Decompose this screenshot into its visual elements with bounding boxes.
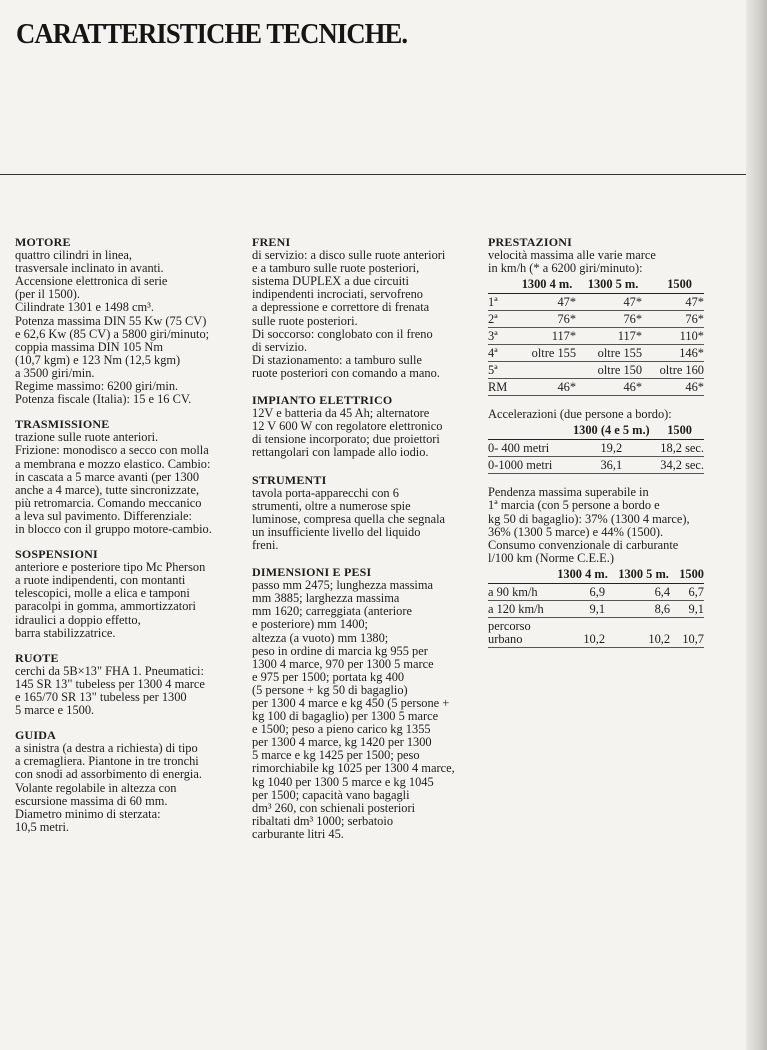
text-line: freni.	[252, 537, 279, 552]
text-line: telescopici, molle a elica e tamponi	[15, 586, 190, 601]
section-heading: STRUMENTI	[252, 472, 327, 487]
text-line: e 62,6 Kw (85 CV) a 5800 giri/minuto;	[15, 326, 210, 341]
table-header: 1300 4 m.	[514, 275, 580, 294]
table-cell: 146*	[646, 345, 704, 362]
text-line: per 1300 4 marce, kg 1420 per 1300	[252, 735, 432, 750]
text-line: rimorchiabile kg 1025 per 1300 4 marce,	[252, 761, 455, 776]
table-cell: 1ª	[488, 294, 514, 311]
table-header: 1300 (4 e 5 m.)	[568, 421, 655, 440]
text-line: Di stazionamento: a tamburo sulle	[252, 352, 422, 367]
table-row	[488, 345, 704, 362]
table-cell: 19,2	[568, 440, 655, 457]
table-row	[488, 440, 704, 457]
text-line: kg 100 di bagaglio) per 1300 5 marce	[252, 709, 439, 724]
section-heading: GUIDA	[15, 728, 57, 743]
section-guida	[15, 729, 240, 834]
text-line: Pendenza massima superabile in	[488, 485, 649, 500]
table-cell: 117*	[580, 328, 646, 345]
text-line: Potenza fiscale (Italia): 15 e 16 CV.	[15, 392, 192, 407]
section-strumenti	[252, 474, 470, 553]
table-cell: 46*	[580, 379, 646, 396]
section-heading: SOSPENSIONI	[15, 547, 98, 562]
text-line: paracolpi in gomma, ammortizzatori	[15, 599, 196, 614]
text-line: 1300 4 marce, 970 per 1300 5 marce	[252, 656, 434, 671]
text-line: a depressione e correttore di frenata	[252, 300, 430, 315]
table-cell: oltre 155	[514, 345, 580, 362]
table-row	[488, 362, 704, 379]
accelerazioni-caption: Accelerazioni (due persone a bordo):	[488, 407, 672, 422]
text-line: dm³ 260, con schienali posteriori	[252, 800, 416, 815]
table-row	[488, 311, 704, 328]
text-line: trazione sulle ruote anteriori.	[15, 430, 159, 445]
table-cell: 76*	[514, 311, 580, 328]
text-line: mm 1620; carreggiata (anteriore	[252, 604, 412, 619]
section-impianto-elettrico	[252, 394, 470, 459]
table-cell: 4ª	[488, 345, 514, 362]
table-header-row	[488, 421, 704, 440]
text-line: Diametro minimo di sterzata:	[15, 806, 161, 821]
text-line: a 3500 giri/min.	[15, 365, 95, 380]
table-cell: 5ª	[488, 362, 514, 379]
text-line: indipendenti incrociati, servofreno	[252, 287, 424, 302]
table-cell: 2ª	[488, 311, 514, 328]
table-cell: 76*	[646, 311, 704, 328]
text-line: kg 1040 per 1300 5 marce e kg 1045	[252, 774, 434, 789]
text-line: sulle ruote posteriori.	[252, 313, 358, 328]
text-line: mm 3885; larghezza massima	[252, 591, 400, 606]
table-cell: 10,2	[613, 617, 674, 647]
table-header	[488, 421, 568, 440]
table-cell: 6,7	[674, 583, 704, 600]
text-line: passo mm 2475; lunghezza massima	[252, 578, 434, 593]
text-line: di servizio.	[252, 339, 308, 354]
table-cell: 47*	[514, 294, 580, 311]
section-trasmissione	[15, 418, 240, 536]
table-cell: oltre 150	[580, 362, 646, 379]
text-line: 12 V 600 W con regolatore elettronico	[252, 419, 443, 434]
table-cell: 47*	[580, 294, 646, 311]
table-cell: 8,6	[613, 600, 674, 617]
text-line: a sinistra (a destra a richiesta) di tipo	[15, 741, 198, 756]
horizontal-rule	[0, 174, 746, 175]
section-freni	[252, 236, 470, 380]
text-line: 5 marce e kg 1425 per 1500; peso	[252, 748, 420, 763]
text-line: cerchi da 5B×13" FHA 1. Pneumatici:	[15, 663, 204, 678]
acceleration-table	[488, 421, 704, 474]
text-line: e 1500; peso a pieno carico kg 1355	[252, 722, 431, 737]
text-line: in km/h (* a 6200 giri/minuto):	[488, 261, 643, 276]
section-heading: FRENI	[252, 235, 291, 249]
table-row	[488, 328, 704, 345]
text-line: ruote posteriori con comando a mano.	[252, 365, 440, 380]
table-cell: 6,9	[552, 583, 613, 600]
text-line: carburante litri 45.	[252, 826, 344, 841]
text-line: con snodi ad assorbimento di energia.	[15, 767, 202, 782]
text-line: e 165/70 SR 13" tubeless per 1300	[15, 690, 187, 704]
section-heading: PRESTAZIONI	[488, 235, 572, 249]
table-cell: 76*	[580, 311, 646, 328]
table-row	[488, 294, 704, 311]
text-line: un insufficiente livello del liquido	[252, 524, 421, 539]
text-line: 36% (1300 5 marce) e 44% (1500).	[488, 524, 664, 539]
page-title: CARATTERISTICHE TECNICHE.	[16, 18, 408, 50]
table-cell: 18,2 sec.	[655, 440, 704, 457]
text-line: rettangolari con lampade allo iodio.	[252, 445, 429, 460]
table-cell: a 120 km/h	[488, 600, 552, 617]
text-line: a membrana e mozzo elastico. Cambio:	[15, 456, 211, 471]
text-line: a leva sul pavimento. Differenziale:	[15, 508, 192, 523]
text-line: per 1500; capacità vano bagagli	[252, 787, 410, 802]
consumption-table	[488, 565, 704, 648]
section-heading: MOTORE	[15, 235, 71, 249]
table-cell: 0- 400 metri	[488, 440, 568, 457]
text-line: anteriore e posteriore tipo Mc Pherson	[15, 560, 206, 575]
table-cell: 110*	[646, 328, 704, 345]
section-heading: RUOTE	[15, 650, 59, 665]
text-line: in cascata a 5 marce avanti (per 1300	[15, 469, 200, 484]
text-line: in blocco con il gruppo motore-cambio.	[15, 521, 212, 536]
table-cell-line: percorso	[488, 618, 531, 633]
section-heading: IMPIANTO ELETTRICO	[252, 393, 393, 408]
text-line: 1ª marcia (con 5 persone a bordo e	[488, 498, 660, 513]
text-line: Regime massimo: 6200 giri/min.	[15, 379, 179, 394]
text-line: per 1300 4 marce e kg 450 (5 persone +	[252, 696, 450, 710]
table-cell: 46*	[514, 379, 580, 396]
text-line: altezza (a vuoto) mm 1380;	[252, 630, 389, 645]
table-cell: 9,1	[674, 600, 704, 617]
table-cell: 10,7	[674, 617, 704, 647]
text-line: più retromarcia. Comando meccanico	[15, 495, 202, 510]
text-line: l/100 km (Norme C.E.E.)	[488, 550, 614, 565]
table-row	[488, 457, 704, 474]
text-line: anche a 4 marce), tutte sincronizzate,	[15, 482, 200, 497]
table-header	[488, 565, 552, 584]
section-sospensioni	[15, 548, 240, 640]
column-right	[488, 236, 706, 648]
text-line: (5 persone + kg 50 di bagaglio)	[252, 682, 408, 697]
section-motore	[15, 236, 240, 406]
table-cell: 47*	[646, 294, 704, 311]
text-line: kg 50 di bagaglio): 37% (1300 4 marce),	[488, 511, 690, 526]
text-line: trasversale inclinato in avanti.	[15, 261, 164, 276]
text-line: 10,5 metri.	[15, 819, 70, 834]
column-middle	[252, 236, 470, 855]
table-cell: a 90 km/h	[488, 583, 552, 600]
table-header: 1500	[655, 421, 704, 440]
table-header	[488, 275, 514, 294]
text-line: velocità massima alle varie marce	[488, 248, 656, 263]
table-header: 1500	[674, 565, 704, 584]
table-row	[488, 379, 704, 396]
text-line: 145 SR 13" tubeless per 1300 4 marce	[15, 676, 205, 691]
text-line: (10,7 kgm) e 123 Nm (12,5 kgm)	[15, 352, 181, 367]
text-line: escursione massima di 60 mm.	[15, 793, 168, 808]
text-line: Frizione: monodisco a secco con molla	[15, 443, 209, 458]
text-line: 5 marce e 1500.	[15, 703, 95, 718]
text-line: di tensione incorporato; due proiettori	[252, 432, 440, 447]
text-line: 12V e batteria da 45 Ah; alternatore	[252, 406, 430, 421]
table-header: 1500	[646, 275, 704, 294]
table-cell: oltre 160	[646, 362, 704, 379]
page-edge	[746, 0, 767, 1050]
text-line: (per il 1500).	[15, 287, 81, 302]
text-line: Cilindrate 1301 e 1498 cm³.	[15, 300, 154, 315]
table-cell: oltre 155	[580, 345, 646, 362]
text-line: e 975 per 1500; portata kg 400	[252, 669, 405, 684]
table-header: 1300 5 m.	[613, 565, 674, 584]
text-line: Potenza massima DIN 55 Kw (75 CV)	[15, 313, 207, 328]
table-cell: 3ª	[488, 328, 514, 345]
table-cell-line: urbano	[488, 631, 523, 646]
table-row	[488, 617, 704, 647]
text-line: Accensione elettronica di serie	[15, 274, 168, 289]
column-left	[15, 236, 240, 846]
table-row	[488, 583, 704, 600]
text-line: strumenti, oltre a numerose spie	[252, 498, 411, 513]
text-line: quattro cilindri in linea,	[15, 248, 132, 263]
table-cell: 36,1	[568, 457, 655, 474]
text-line: Di soccorso: conglobato con il freno	[252, 326, 433, 341]
table-cell: 34,2 sec.	[655, 457, 704, 474]
text-line: sistema DUPLEX a due circuiti	[252, 274, 409, 289]
table-header: 1300 4 m.	[552, 565, 613, 584]
text-line: Volante regolabile in altezza con	[15, 780, 177, 795]
speed-table	[488, 275, 704, 396]
text-line: ribaltati dm³ 1000; serbatoio	[252, 813, 394, 828]
text-line: peso in ordine di marcia kg 955 per	[252, 643, 428, 658]
table-cell: 6,4	[613, 583, 674, 600]
table-cell	[514, 362, 580, 379]
section-dimensioni-pesi	[252, 566, 470, 841]
table-header-row	[488, 275, 704, 294]
text-line: coppia massima DIN 105 Nm	[15, 339, 163, 354]
table-cell: 0-1000 metri	[488, 457, 568, 474]
text-line: a ruote indipendenti, con montanti	[15, 573, 186, 588]
text-line: e a tamburo sulle ruote posteriori,	[252, 261, 420, 276]
text-line: barra stabilizzatrice.	[15, 625, 116, 640]
text-line: idraulici a doppio effetto,	[15, 612, 141, 627]
table-cell: RM	[488, 379, 514, 396]
table-cell	[488, 617, 552, 647]
table-cell: 10,2	[552, 617, 613, 647]
text-line: tavola porta-apparecchi con 6	[252, 485, 399, 500]
table-cell: 9,1	[552, 600, 613, 617]
text-line: a cremagliera. Piantone in tre tronchi	[15, 754, 199, 769]
section-heading: DIMENSIONI E PESI	[252, 565, 372, 580]
table-cell: 117*	[514, 328, 580, 345]
text-line: Consumo convenzionale di carburante	[488, 537, 679, 552]
table-cell: 46*	[646, 379, 704, 396]
table-row	[488, 600, 704, 617]
text-line: luminose, compresa quella che segnala	[252, 511, 446, 526]
table-header-row	[488, 565, 704, 584]
text-line: di servizio: a disco sulle ruote anteriori	[252, 248, 446, 263]
section-ruote	[15, 652, 240, 717]
table-header: 1300 5 m.	[580, 275, 646, 294]
text-line: e posteriore) mm 1400;	[252, 617, 368, 632]
section-heading: TRASMISSIONE	[15, 417, 110, 432]
